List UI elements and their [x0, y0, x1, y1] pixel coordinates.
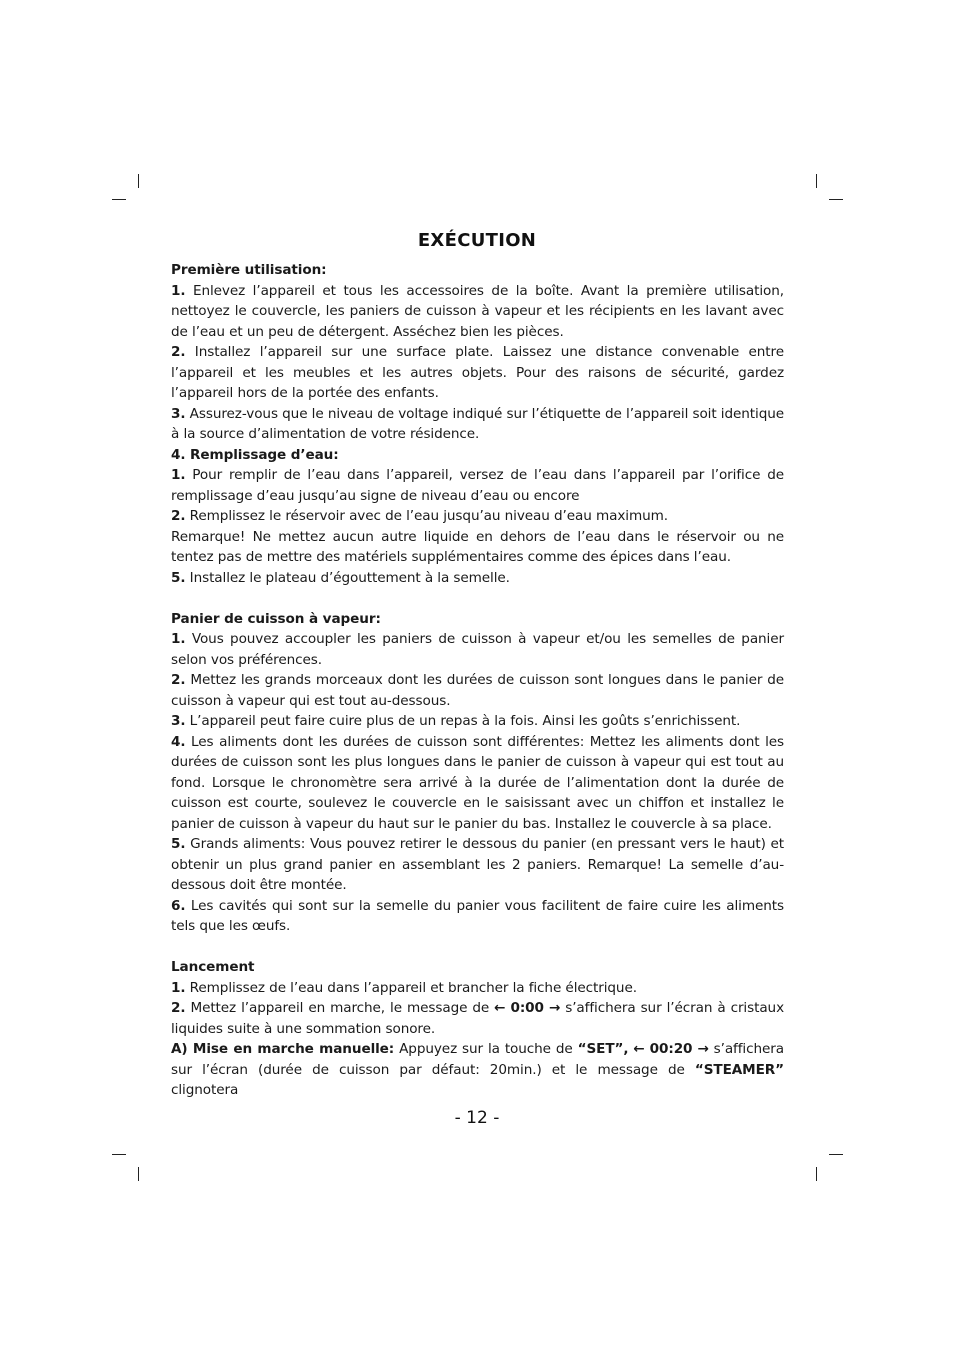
spacer: [171, 937, 784, 958]
document-body: [171, 260, 784, 1101]
crop-mark: [829, 1154, 843, 1155]
paragraph: [171, 342, 784, 404]
item-text: s’affichera sur l’écran à cristaux liquides suite à une sommation sonore.: [171, 1000, 785, 1037]
paragraph: [171, 834, 784, 896]
paragraph: [171, 732, 784, 835]
spacer: [171, 588, 784, 609]
paragraph: [171, 711, 784, 732]
section-heading-launch: Lancement: [171, 959, 255, 975]
item-text: s’affichera sur l’écran (durée de cuisson par défaut: 20min.) et le message de: [171, 1041, 784, 1078]
item-text: Vous pouvez accoupler les paniers de cuisson à vapeur et/ou les semelles de panier selon vos préférences.: [171, 631, 784, 668]
crop-mark: [112, 1154, 126, 1155]
arrow-left-icon: ←: [494, 1000, 506, 1016]
item-number: 1.: [171, 631, 186, 647]
item-number: 4.: [171, 733, 186, 750]
paragraph: [171, 568, 784, 589]
item-number: 5.: [171, 836, 186, 852]
paragraph: [171, 1039, 784, 1101]
item-text: Installez l’appareil sur une surface plate. Laissez une distance convenable entre l’appareil et les meubles et les autres objets. Pour des raisons de sécurité, gardez l’appareil hors de la portée des enfants.: [171, 344, 784, 401]
item-number: 1.: [171, 979, 186, 996]
item-number: 3.: [171, 713, 186, 729]
crop-mark: [112, 199, 126, 200]
paragraph: [171, 629, 784, 670]
paragraph: [171, 670, 784, 711]
item-number: 6.: [171, 897, 186, 914]
item-text: Installez le plateau d’égouttement à la semelle.: [185, 569, 510, 586]
item-text: Les cavités qui sont sur la semelle du panier vous facilitent de faire cuire les aliments tels que les œufs.: [171, 897, 784, 934]
item-number: 2.: [171, 672, 186, 688]
paragraph: [171, 281, 784, 343]
set-key-label: “SET”,: [577, 1041, 629, 1057]
display-code: 0:00: [510, 1000, 544, 1016]
crop-mark: [816, 174, 817, 188]
item-text: Remplissez le réservoir avec de l’eau jusqu’au niveau d’eau maximum.: [185, 508, 669, 524]
item-text: Enlevez l’appareil et tous les accessoires de la boîte. Avant la première utilisation, nettoyez le couvercle, les paniers de cuisson à vapeur et les récipients en les lavant avec de l’eau et un peu de détergent. Asséchez bien les pièces.: [171, 282, 784, 340]
paragraph: [171, 404, 784, 445]
section-heading-water-filling: 4. Remplissage d’eau:: [171, 446, 339, 463]
item-text: Appuyez sur la touche de: [394, 1041, 578, 1057]
arrow-left-icon: ←: [633, 1041, 645, 1057]
item-number: 2.: [171, 508, 186, 524]
page-title: EXÉCUTION: [417, 230, 537, 251]
display-code: 00:20: [649, 1041, 693, 1057]
item-number: 1.: [171, 282, 186, 299]
paragraph: [171, 506, 784, 527]
manual-start-label: A) Mise en marche manuelle:: [171, 1041, 395, 1057]
item-text: Remplissez de l’eau dans l’appareil et brancher la fiche électrique.: [185, 979, 637, 996]
steamer-label: “STEAMER”: [694, 1061, 784, 1078]
arrow-right-icon: →: [697, 1041, 709, 1057]
item-text: L’appareil peut faire cuire plus de un repas à la fois. Ainsi les goûts s’enrichissent.: [185, 713, 741, 729]
item-number: 2.: [171, 1000, 186, 1016]
item-text: Mettez les grands morceaux dont les durées de cuisson sont longues dans le panier de cuisson à vapeur qui est tout au-dessous.: [171, 672, 784, 709]
crop-mark: [816, 1167, 817, 1181]
remark-paragraph: Remarque! Ne mettez aucun autre liquide en dehors de l’eau dans le réservoir ou ne tentez pas de mettre des matériels supplémentaires comme des épices dans l’eau.: [171, 528, 784, 565]
item-text: Les aliments dont les durées de cuisson sont différentes: Mettez les aliments dont les durées de cuisson sont les plus longues dans le panier de cuisson à vapeur qui est tout au fond. Lorsque le chronomètre sera arrivé à la durée de l’alimentation dont la durée de cuisson est courte, soulevez le couvercle en le saisissant avec un chiffon et installez le panier de cuisson à vapeur du haut sur le panier du bas. Installez le couvercle à sa place.: [171, 733, 784, 832]
section-heading-first-use: Première utilisation:: [171, 262, 327, 278]
item-text: Grands aliments: Vous pouvez retirer le dessous du panier (en pressant vers le haut) et obtenir un plus grand panier en assemblant les 2 paniers. Remarque! La semelle d’au-dessous doit être montée.: [171, 836, 784, 893]
item-number: 2.: [171, 344, 186, 360]
paragraph: [171, 998, 784, 1039]
paragraph: [171, 978, 784, 999]
item-text: Pour remplir de l’eau dans l’appareil, versez de l’eau dans l’appareil par l’orifice de remplissage d’eau jusqu’au signe de niveau d’eau ou encore: [171, 467, 784, 504]
crop-mark: [138, 1167, 139, 1181]
paragraph: [171, 896, 784, 937]
arrow-right-icon: →: [548, 1000, 561, 1016]
item-text: Mettez l’appareil en marche, le message de: [185, 1000, 495, 1016]
item-text: clignotera: [171, 1082, 239, 1098]
item-number: 5.: [171, 569, 186, 586]
page-number: - 12 -: [454, 1108, 500, 1128]
crop-mark: [829, 199, 843, 200]
crop-mark: [138, 174, 139, 188]
item-text: Assurez-vous que le niveau de voltage indiqué sur l’étiquette de l’appareil soit identique à la source d’alimentation de votre résidence.: [171, 405, 784, 442]
paragraph: [171, 465, 784, 506]
section-heading-steamer-basket: Panier de cuisson à vapeur:: [171, 610, 381, 627]
item-number: 3.: [171, 405, 186, 422]
item-number: 1.: [171, 467, 186, 483]
